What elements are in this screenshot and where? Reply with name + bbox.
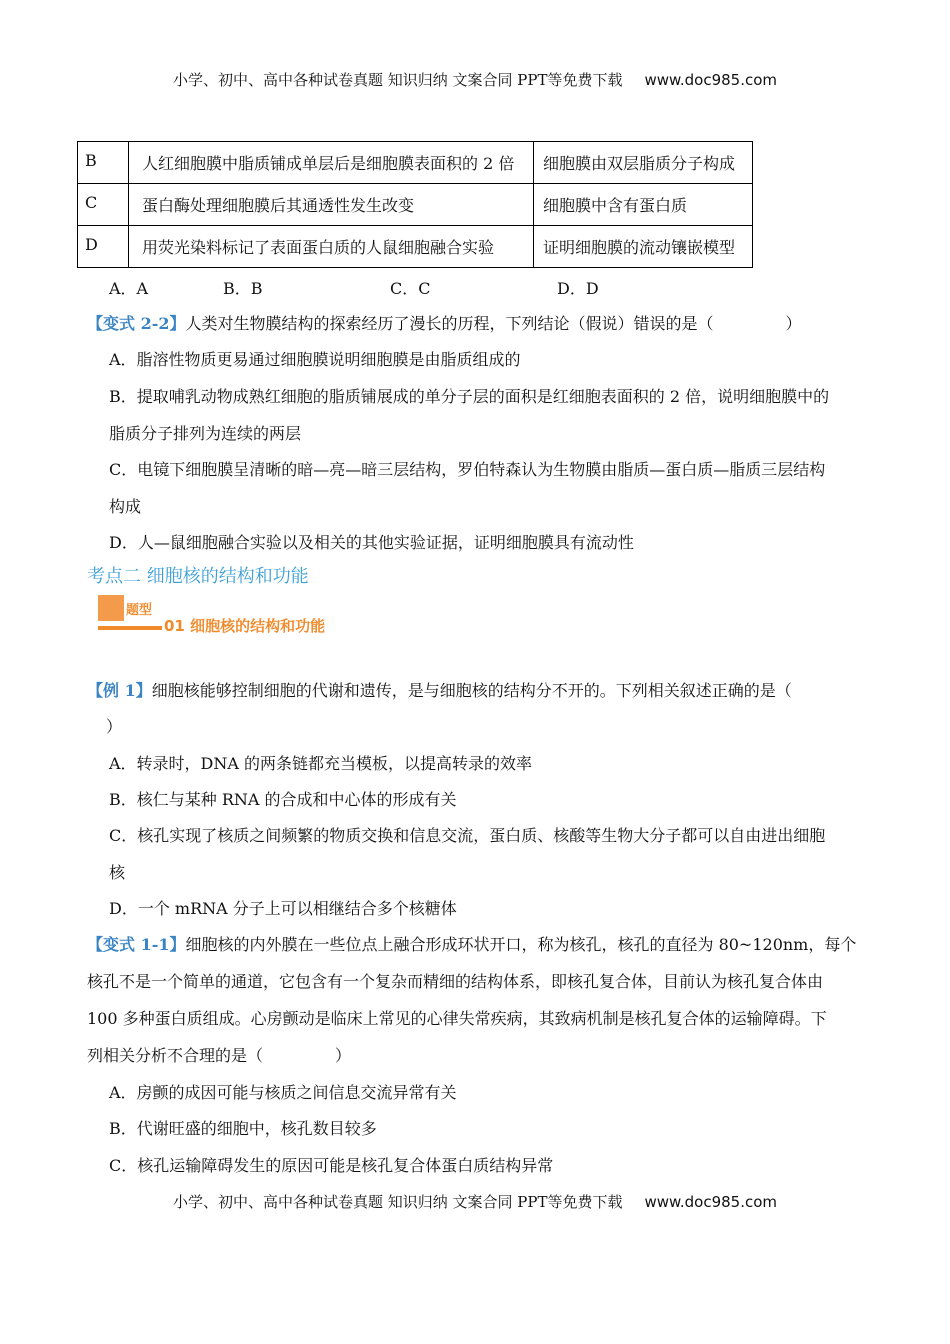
option-b: B．提取哺乳动物成熟红细胞的脂质铺展成的单分子层的面积是红细胞表面积的 2 倍，说明细胞膜中的	[109, 387, 830, 406]
question-2-2-stem	[87, 311, 802, 334]
badge-icon	[98, 595, 124, 621]
table-row	[78, 226, 753, 268]
option-c: C．核孔运输障碍发生的原因可能是核孔复合体蛋白质结构异常	[109, 1156, 554, 1175]
table-cell-method: 蛋白酶处理细胞膜后其通透性发生改变	[129, 184, 534, 226]
option-a: A．脂溶性物质更易通过细胞膜说明细胞膜是由脂质组成的	[109, 350, 521, 369]
option-c-cont: 构成	[109, 497, 142, 516]
table-cell-conclusion: 证明细胞膜的流动镶嵌模型	[534, 226, 753, 268]
question-close: ）	[335, 1046, 352, 1065]
footer-text: 小学、初中、高中各种试卷真题 知识归纳 文案合同 PPT等免费下载	[172, 1193, 623, 1211]
answer-choices	[109, 276, 599, 299]
question-text: 列相关分析不合理的是（	[87, 1046, 264, 1065]
option-c: C．电镜下细胞膜呈清晰的暗—亮—暗三层结构，罗伯特森认为生物膜由脂质—蛋白质—脂质三层结构	[109, 460, 826, 479]
question-text-line	[87, 1043, 351, 1066]
topic-label: 01 细胞核的结构和功能	[164, 617, 326, 635]
table-cell-method: 用荧光染料标记了表面蛋白质的人鼠细胞融合实验	[129, 226, 534, 268]
header-text: 小学、初中、高中各种试卷真题 知识归纳 文案合同 PPT等免费下载	[172, 71, 623, 89]
page-header	[0, 69, 950, 90]
option-a: A．转录时，DNA 的两条链都充当模板，以提高转录的效率	[109, 754, 533, 773]
option-c-cont: 核	[109, 863, 126, 882]
option-b-cont: 脂质分子排列为连续的两层	[109, 424, 302, 443]
question-close: ）	[106, 717, 123, 736]
option-a: A．房颤的成因可能与核质之间信息交流异常有关	[109, 1083, 457, 1102]
choice-d: D．D	[557, 279, 599, 298]
question-text: 人类对生物膜结构的探索经历了漫长的历程，下列结论（假说）错误的是（	[185, 314, 714, 333]
option-b: B．代谢旺盛的细胞中，核孔数目较多	[109, 1119, 377, 1138]
footer-url[interactable]: www.doc985.com	[644, 1193, 778, 1211]
table-cell-letter: B	[78, 142, 129, 184]
option-d: D．一个 mRNA 分子上可以相继结合多个核糖体	[109, 899, 457, 918]
option-c: C．核孔实现了核质之间频繁的物质交换和信息交流，蛋白质、核酸等生物大分子都可以自由进出细胞	[109, 826, 826, 845]
question-tag: 【变式 1-1】	[87, 935, 186, 954]
table-cell-conclusion: 细胞膜由双层脂质分子构成	[534, 142, 753, 184]
question-close: ）	[785, 314, 802, 333]
example-1-stem	[87, 678, 792, 701]
page-footer	[0, 1191, 950, 1212]
badge-underline	[98, 626, 162, 630]
choice-c: C．C	[390, 279, 431, 298]
question-tag: 【例 1】	[87, 681, 152, 700]
badge-text: 题型	[126, 603, 153, 618]
table-cell-conclusion: 细胞膜中含有蛋白质	[534, 184, 753, 226]
question-text: 细胞核能够控制细胞的代谢和遗传，是与细胞核的结构分不开的。下列相关叙述正确的是（	[151, 681, 792, 700]
choice-b: B．B	[223, 279, 263, 298]
table-row	[78, 184, 753, 226]
question-text-line: 核孔不是一个简单的通道，它包含有一个复杂而精细的结构体系，即核孔复合体，目前认为核孔复合体由	[87, 972, 824, 991]
question-tag: 【变式 2-2】	[87, 314, 186, 333]
choice-a: A．A	[109, 279, 149, 298]
option-b: B．核仁与某种 RNA 的合成和中心体的形成有关	[109, 790, 457, 809]
question-1-1-stem	[87, 932, 856, 955]
section-title: 考点二 细胞核的结构和功能	[87, 566, 309, 587]
question-text: 细胞核的内外膜在一些位点上融合形成环状开口，称为核孔，核孔的直径为 80~120nm，每个	[185, 935, 857, 954]
option-d: D．人—鼠细胞融合实验以及相关的其他实验证据，证明细胞膜具有流动性	[109, 533, 634, 552]
question-text-line: 100 多种蛋白质组成。心房颤动是临床上常见的心律失常疾病，其致病机制是核孔复合体的运输障碍。下	[87, 1009, 827, 1028]
options-table	[77, 141, 753, 268]
table-cell-method: 人红细胞膜中脂质铺成单层后是细胞膜表面积的 2 倍	[129, 142, 534, 184]
header-url[interactable]: www.doc985.com	[644, 71, 778, 89]
table-cell-letter: D	[78, 226, 129, 268]
table-row	[78, 142, 753, 184]
table-cell-letter: C	[78, 184, 129, 226]
